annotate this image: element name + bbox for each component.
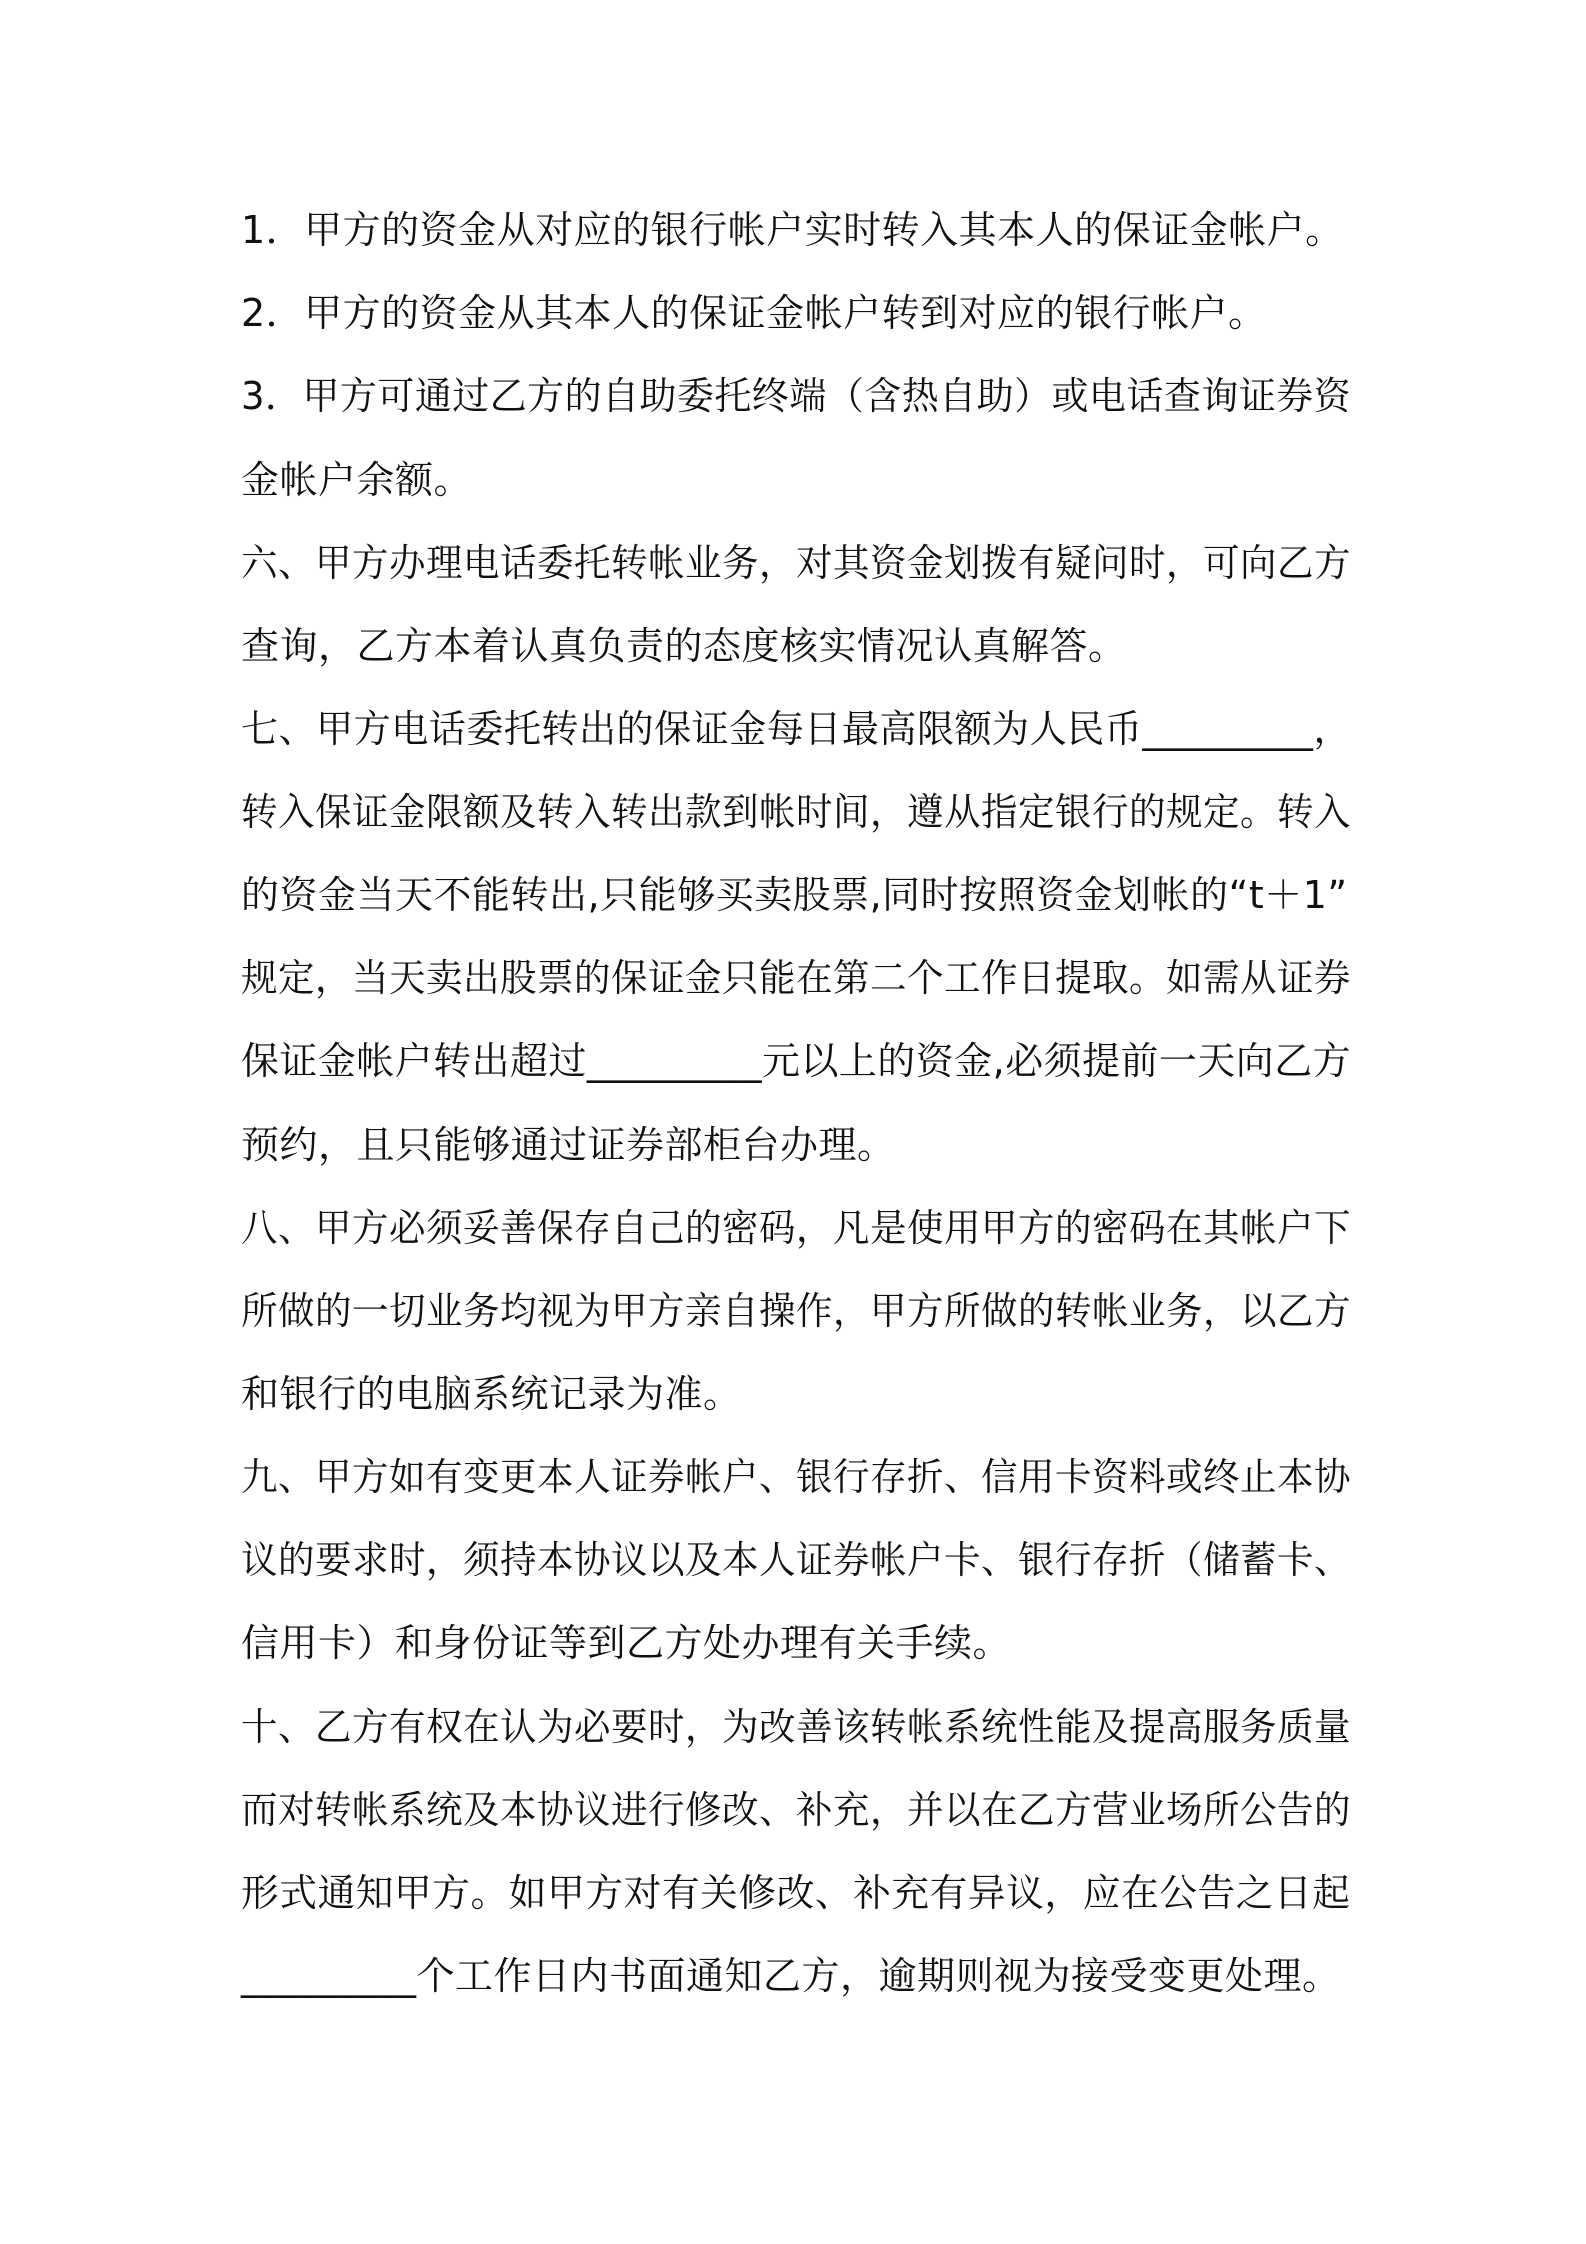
text-line: 信用卡）和身份证等到乙方处办理有关手续。 [241,1621,1012,1665]
text-line: 和银行的电脑系统记录为准。 [241,1372,742,1416]
text-line: 保证金帐户转出超过_________元以上的资金,必须提前一天向乙方 [241,1039,1352,1083]
text-line: 而对转帐系统及本协议进行修改、补充，并以在乙方营业场所公告的 [241,1788,1352,1832]
text-line: 1．甲方的资金从对应的银行帐户实时转入其本人的保证金帐户。 [241,208,1344,252]
text-line: 十、乙方有权在认为必要时，为改善该转帐系统性能及提高服务质量 [241,1705,1352,1749]
text-line: 的资金当天不能转出,只能够买卖股票,同时按照资金划帐的“t＋1” [241,873,1348,917]
text-line: _________个工作日内书面通知乙方，逾期则视为接受变更处理。 [241,1954,1341,1998]
text-line: 六、甲方办理电话委托转帐业务，对其资金划拨有疑问时，可向乙方 [241,541,1352,585]
text-line: 所做的一切业务均视为甲方亲自操作，甲方所做的转帐业务，以乙方 [241,1289,1352,1333]
text-line: 规定，当天卖出股票的保证金只能在第二个工作日提取。如需从证券 [241,956,1352,1000]
text-line: 九、甲方如有变更本人证券帐户、银行存折、信用卡资料或终止本协 [241,1455,1352,1499]
text-line: 议的要求时，须持本协议以及本人证券帐户卡、银行存折（储蓄卡、 [241,1538,1352,1582]
text-line: 八、甲方必须妥善保存自己的密码，凡是使用甲方的密码在其帐户下 [241,1206,1352,1250]
text-line: 预约，且只能够通过证券部柜台办理。 [241,1123,896,1167]
text-line: 金帐户余额。 [241,458,473,502]
text-line: 七、甲方电话委托转出的保证金每日最高限额为人民币_________， [241,707,1352,751]
text-line: 3．甲方可通过乙方的自助委托终端（含热自助）或电话查询证券资 [241,374,1352,418]
text-line: 查询，乙方本着认真负责的态度核实情况认真解答。 [241,624,1127,668]
text-line: 2．甲方的资金从其本人的保证金帐户转到对应的银行帐户。 [241,291,1267,335]
text-line: 转入保证金限额及转入转出款到帐时间，遵从指定银行的规定。转入 [241,790,1352,834]
text-line: 形式通知甲方。如甲方对有关修改、补充有异议，应在公告之日起 [241,1871,1351,1915]
